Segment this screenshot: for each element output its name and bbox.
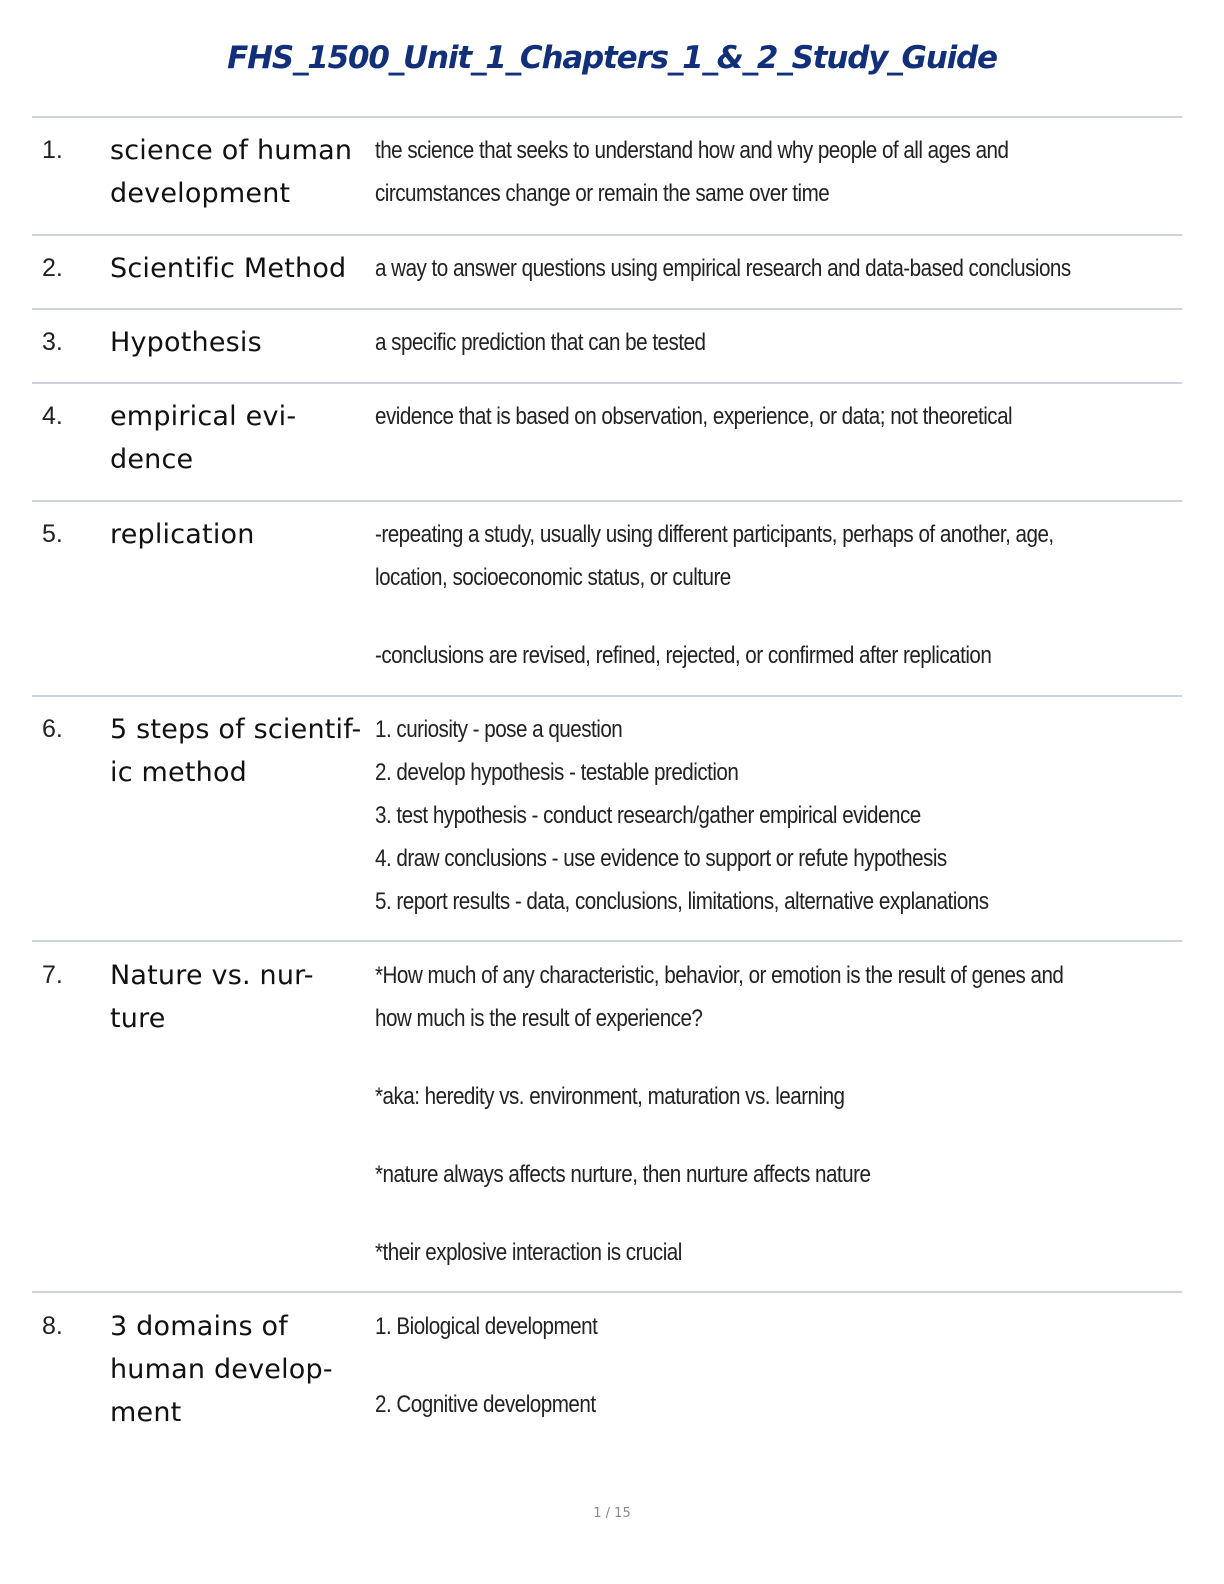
paragraph-gap bbox=[375, 1348, 1175, 1383]
term-line: Scientific Method bbox=[110, 253, 347, 284]
page-counter: 1 / 15 bbox=[593, 1506, 631, 1521]
row-divider bbox=[32, 500, 1182, 502]
term-line: empirical evi- bbox=[110, 401, 297, 432]
term-line: 3 domains of bbox=[110, 1311, 288, 1342]
paragraph-gap bbox=[375, 1040, 1175, 1075]
definition-line: 5. report results - data, conclusions, limitations, alternative explanations bbox=[375, 888, 989, 915]
entry-number: 7. bbox=[42, 961, 63, 989]
entry-definition bbox=[375, 1305, 1175, 1426]
term-line: science of human bbox=[110, 135, 353, 166]
term-line: ic method bbox=[110, 757, 247, 788]
row-divider bbox=[32, 382, 1182, 384]
document-title: FHS_1500_Unit_1_Chapters_1_&_2_Study_Guide bbox=[227, 40, 997, 76]
row-divider bbox=[32, 116, 1182, 118]
definition-line: *nature always affects nurture, then nurture affects nature bbox=[375, 1161, 871, 1188]
entry-term bbox=[110, 395, 372, 481]
entry-definition bbox=[375, 708, 1175, 923]
term-line: 5 steps of scientif- bbox=[110, 714, 362, 745]
entry-term bbox=[110, 708, 372, 794]
entry-number: 3. bbox=[42, 328, 63, 356]
entry-definition bbox=[375, 954, 1175, 1274]
definition-line: the science that seeks to understand how and why people of all ages and bbox=[375, 137, 1009, 164]
term-line: development bbox=[110, 178, 291, 209]
term-line: Nature vs. nur- bbox=[110, 960, 314, 991]
entry-number: 2. bbox=[42, 254, 63, 282]
paragraph-gap bbox=[375, 1196, 1175, 1231]
entry-number: 6. bbox=[42, 715, 63, 743]
definition-line: 1. curiosity - pose a question bbox=[375, 716, 623, 743]
entry-term bbox=[110, 129, 372, 215]
entry-definition bbox=[375, 129, 1175, 215]
row-divider bbox=[32, 695, 1182, 697]
row-divider bbox=[32, 940, 1182, 942]
definition-line: a way to answer questions using empirical research and data-based conclusions bbox=[375, 255, 1071, 282]
definition-line: a specific prediction that can be tested bbox=[375, 329, 706, 356]
entry-term bbox=[110, 1305, 372, 1434]
entry-number: 5. bbox=[42, 520, 63, 548]
definition-line: evidence that is based on observation, experience, or data; not theoretical bbox=[375, 403, 1013, 430]
definition-line: *aka: heredity vs. environment, maturation vs. learning bbox=[375, 1083, 845, 1110]
definition-line: -repeating a study, usually using different participants, perhaps of another, age, bbox=[375, 521, 1054, 548]
entry-term bbox=[110, 954, 372, 1040]
definition-line: how much is the result of experience? bbox=[375, 1005, 703, 1032]
term-line: Hypothesis bbox=[110, 327, 262, 358]
definition-line: location, socioeconomic status, or culture bbox=[375, 564, 731, 591]
definition-line: *How much of any characteristic, behavior, or emotion is the result of genes and bbox=[375, 962, 1064, 989]
term-line: ture bbox=[110, 1003, 166, 1034]
paragraph-gap bbox=[375, 1118, 1175, 1153]
entry-term bbox=[110, 513, 372, 556]
definition-line: -conclusions are revised, refined, rejected, or confirmed after replication bbox=[375, 642, 992, 669]
row-divider bbox=[32, 308, 1182, 310]
definition-line: 4. draw conclusions - use evidence to support or refute hypothesis bbox=[375, 845, 947, 872]
entry-term bbox=[110, 247, 372, 290]
entry-definition bbox=[375, 513, 1175, 677]
term-line: replication bbox=[110, 519, 255, 550]
definition-line: 1. Biological development bbox=[375, 1313, 598, 1340]
row-divider bbox=[32, 234, 1182, 236]
term-line: dence bbox=[110, 444, 194, 475]
paragraph-gap bbox=[375, 599, 1175, 634]
entry-definition bbox=[375, 321, 1175, 364]
entry-number: 4. bbox=[42, 402, 63, 430]
term-line: human develop- bbox=[110, 1354, 333, 1385]
definition-line: 3. test hypothesis - conduct research/gather empirical evidence bbox=[375, 802, 921, 829]
definition-line: 2. develop hypothesis - testable prediction bbox=[375, 759, 739, 786]
entry-number: 1. bbox=[42, 136, 63, 164]
entry-definition bbox=[375, 247, 1175, 290]
entry-definition bbox=[375, 395, 1175, 438]
row-divider bbox=[32, 1291, 1182, 1293]
entry-number: 8. bbox=[42, 1312, 63, 1340]
definition-line: 2. Cognitive development bbox=[375, 1391, 596, 1418]
term-line: ment bbox=[110, 1397, 182, 1428]
definition-line: circumstances change or remain the same over time bbox=[375, 180, 830, 207]
entry-term bbox=[110, 321, 372, 364]
definition-line: *their explosive interaction is crucial bbox=[375, 1239, 682, 1266]
